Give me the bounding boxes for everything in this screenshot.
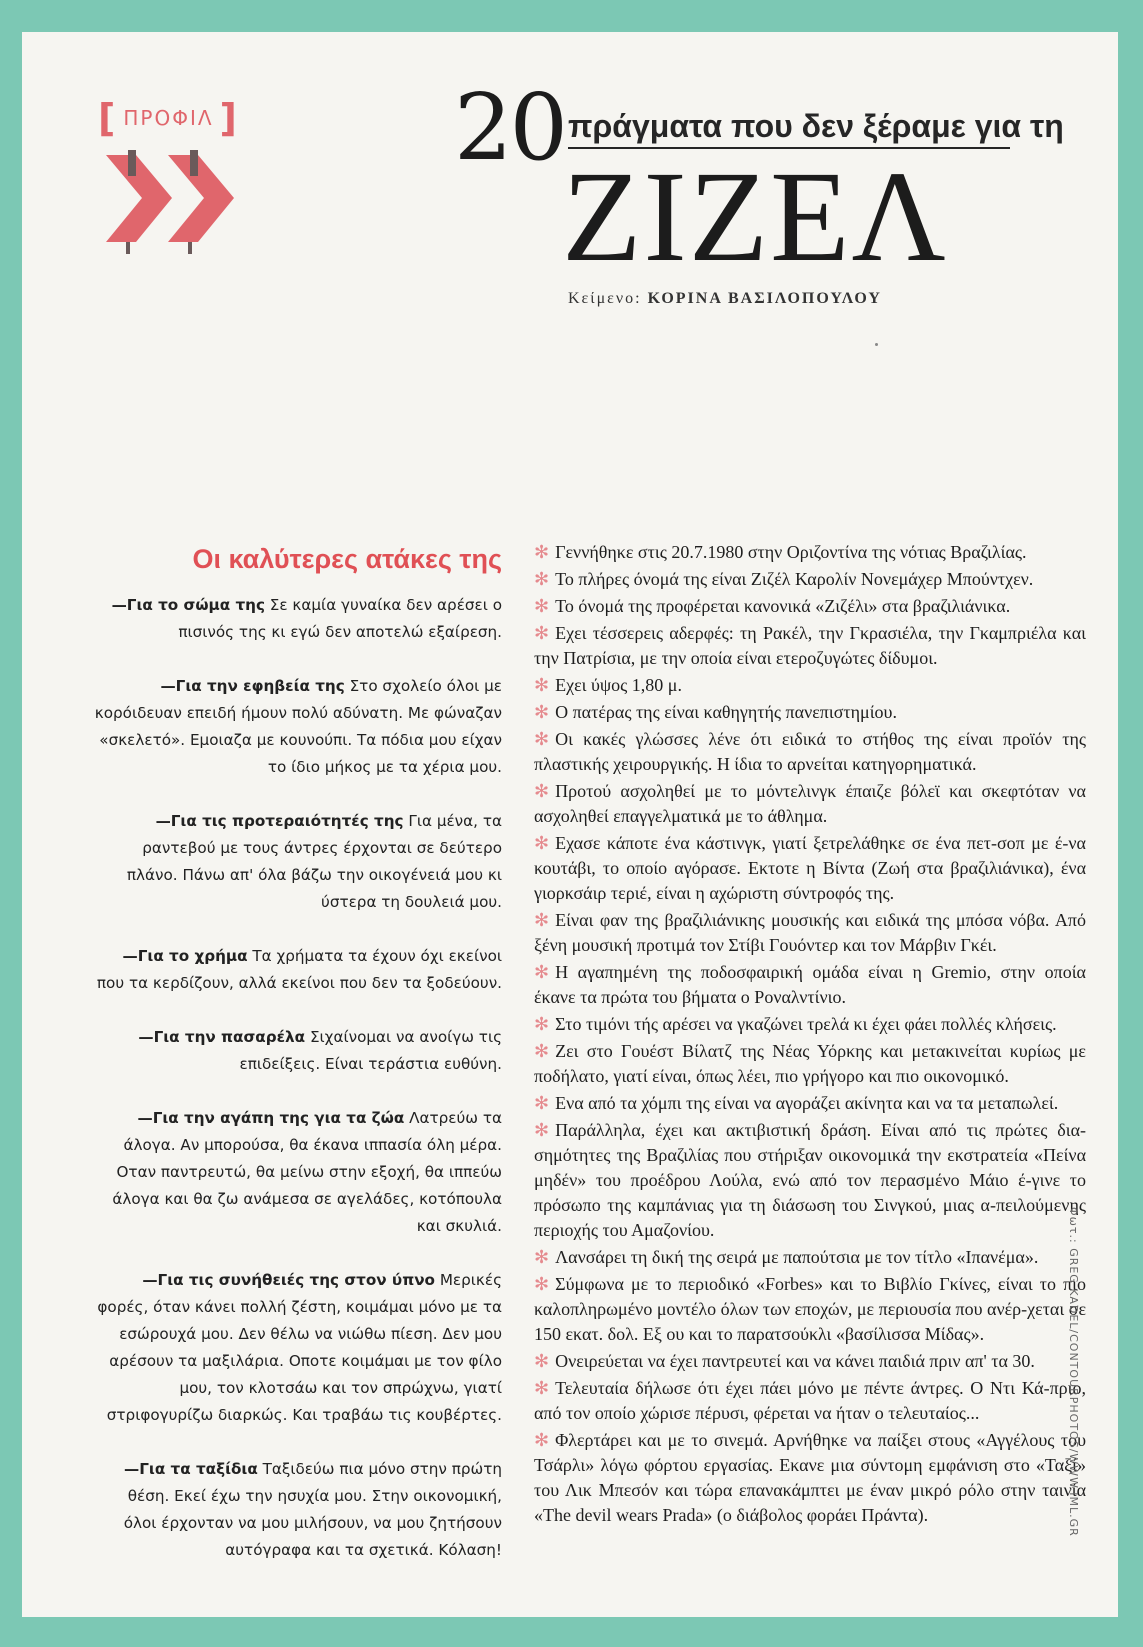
title-subheading: πράγματα που δεν ξέραμε για τη [568,108,1010,149]
quote-text: Σιχαίνομαι να ανοίγω τις επιδείξεις. Είναι τεράστια ευθύνη. [239,1028,502,1073]
quote-head: —Για την εφηβεία της [160,677,345,695]
fact-item [534,960,1086,1010]
quote-item [92,808,502,916]
byline [568,290,882,308]
quote-item [92,1105,502,1240]
quote-head: —Για την πασαρέλα [138,1028,306,1046]
fact-item [534,1118,1086,1243]
fact-item [534,567,1086,592]
quotes-heading: Οι καλύτερες ατάκες της [192,544,502,574]
fact-item [534,673,1086,698]
fact-text: Εχασε κάποτε ένα κάστινγκ, γιατί ξετρελάθηκε σε ένα πετ-σοπ με έ-να κουτάβι, το οποίο αγόρασε. Εκτοτε η Βίντα (Ζωή στα βραζιλιάνικα), ένα γιορκσάιρ τεριέ, είναι η αχώριστη σύντροφός της. [534,833,1086,903]
asterisk-bullet-icon: ✻ [534,1247,550,1267]
fact-text: Προτού ασχοληθεί με το μόντελινγκ έπαιζε βόλεϊ και σκεφτόταν να ασχοληθεί επαγγελματικά με το άθλημα. [534,781,1086,826]
quote-text: Για μένα, τα ραντεβού με τους άντρες έρχονται σε δεύτερο πλάνο. Πάνω απ' όλα βάζω την οικογένειά μου κι ύστερα τη δουλειά μου. [126,812,502,911]
double-arrow-icon [106,150,246,260]
fact-item [534,594,1086,619]
asterisk-bullet-icon: ✻ [534,1351,550,1371]
bracket-close: ] [219,96,239,140]
fact-item [534,1376,1086,1426]
section-label-text: ΠΡΟΦΙΛ [123,106,214,130]
asterisk-bullet-icon: ✻ [534,675,550,695]
asterisk-bullet-icon: ✻ [534,962,550,982]
fact-text: Ενα από τα χόμπι της είναι να αγοράζει ακίνητα και να τα μεταπωλεί. [555,1093,1059,1113]
fact-item [534,621,1086,671]
quote-head: —Για τις συνήθειές της στον ύπνο [142,1271,435,1289]
fact-text: Ο πατέρας της είναι καθηγητής πανεπιστημίου. [555,702,897,722]
photo-credit: Φωτ.: GREG KADEL/CONTOURPHOTOS/WWW.IML.GR [1067,1207,1080,1537]
fact-text: Φλερτάρει και με το σινεμά. Αρνήθηκε να παίξει στους «Αγγέλους του Τσάρλι» λόγω φόρτου εργασίας. Εκανε μια σύντομη εμφάνιση στο «Ταξί» του Λικ Μπεσόν και τώρα επανακάμπτει με έναν μικρό ρόλο στην ταινία «The devil wears Prada» (ο διάβολος φοράει Πράντα). [534,1430,1086,1525]
asterisk-bullet-icon: ✻ [534,1274,550,1294]
fact-item [534,1091,1086,1116]
quote-item [92,1267,502,1429]
asterisk-bullet-icon: ✻ [534,623,550,643]
fact-item [534,1349,1086,1374]
fact-text: Στο τιμόνι τής αρέσει να γκαζώνει τρελά κι έχει φάει πολλές κλήσεις. [555,1014,1057,1034]
fact-item [534,700,1086,725]
fact-item [534,727,1086,777]
fact-text: Εχει τέσσερεις αδερφές: τη Ρακέλ, την Γκρασιέλα, την Γκαμπριέλα και την Πατρίσια, με την οποία είναι ετεροζυγώτες δίδυμοι. [534,623,1086,668]
page-title: ΖΙΖΕΛ [562,145,948,289]
fact-text: Παράλληλα, έχει και ακτιβιστική δράση. Είναι από τις πρώτες δια-σημότητες της Βραζιλίας που στήριξαν οικονομικά την εκστρατεία «Πείνα μηδέν» του προέδρου Λούλα, ενώ από τον περασμένο Μάιο έ-γινε το πρόσωπο της καμπάνιας για τη διάσωση του Σινγκού, μιας α-πειλούμενης περιοχής του Αμαζονίου. [534,1120,1086,1240]
quote-head: —Για την αγάπη της για τα ζώα [137,1109,405,1127]
fact-item [534,1245,1086,1270]
quote-text: Στο σχολείο όλοι με κορόιδευαν επειδή ήμουν πολύ αδύνατη. Με φώναζαν «σκελετό». Εμοιαζα με κουνούπι. Τα πόδια μου είχαν το ίδιο μήκος με τα χέρια μου. [94,677,502,776]
fact-text: Το όνομά της προφέρεται κανονικά «Ζιζέλι» στα βραζιλιάνικα. [555,596,1011,616]
asterisk-bullet-icon: ✻ [534,781,550,801]
asterisk-bullet-icon: ✻ [534,1041,550,1061]
quote-head: —Για το χρήμα [122,947,248,965]
fact-text: Το πλήρες όνομά της είναι Ζιζέλ Καρολίν Νονεμάχερ Μπούντχεν. [555,569,1034,589]
quote-text: Μερικές φορές, όταν κάνει πολλή ζέστη, κοιμάμαι μόνο με τα εσώρουχά μου. Δεν θέλω να νιώθω πίεση. Δεν μου αρέσουν τα μαξιλάρια. Οποτε κοιμάμαι με τον φίλο μου, τον κλοτσάω και τον σπρώχνω, γιατί στριφογυρίζω διαρκώς. Και τραβάω τις κουβέρτες. [97,1271,502,1424]
byline-author: ΚΟΡΙΝΑ ΒΑΣΙΛΟΠΟΥΛΟΥ [647,290,882,307]
quote-text: Τα χρήματα τα έχουν όχι εκείνοι που τα κερδίζουν, αλλά εκείνοι που δεν τα ξοδεύουν. [96,947,502,992]
asterisk-bullet-icon: ✻ [534,1093,550,1113]
fact-text: Τελευταία δήλωσε ότι έχει πάει μόνο με πέντε άντρες. Ο Ντι Κά-πριο, από τον οποίο χώρισε πέρυσι, φέρεται να ήταν ο τελευταίος... [534,1378,1086,1423]
quote-head: —Για το σώμα της [111,596,265,614]
quote-item [92,1024,502,1078]
asterisk-bullet-icon: ✻ [534,729,550,749]
title-number: 20 [454,74,566,181]
dot-mark [875,343,878,346]
quote-item [92,1456,502,1564]
fact-item [534,540,1086,565]
fact-item [534,831,1086,906]
quote-head: —Για τα ταξίδια [124,1460,258,1478]
asterisk-bullet-icon: ✻ [534,1378,550,1398]
asterisk-bullet-icon: ✻ [534,702,550,722]
byline-label: Κείμενο: [568,290,642,307]
fact-item [534,908,1086,958]
facts-column [534,540,1086,1530]
profile-badge [92,88,262,278]
fact-text: Ζει στο Γουέστ Βίλατζ της Νέας Υόρκης και μετακινείται κυρίως με ποδήλατο, γιατί είναι, όπως λέει, πιο γρήγορο και πιο οικονομικό. [534,1041,1086,1086]
quote-text: Ταξιδεύω πια μόνο στην πρώτη θέση. Εκεί έχω την ησυχία μου. Στην οικονομική, όλοι έρχονταν να μου μιλήσουν, να μου ζητήσουν αυτόγραφα και τα σχετικά. Κόλαση! [123,1460,502,1559]
quote-text: Λατρεύω τα άλογα. Αν μπορούσα, θα έκανα ιππασία όλη μέρα. Οταν παντρευτώ, θα μείνω στην εξοχή, θα ιππεύω άλογα και θα ζω ανάμεσα σε αγελάδες, κοτόπουλα και σκυλιά. [112,1109,502,1235]
asterisk-bullet-icon: ✻ [534,1014,550,1034]
magazine-page [22,32,1118,1617]
fact-text: Σύμφωνα με το περιοδικό «Forbes» και το Βιβλίο Γκίνες, είναι το πιο καλοπληρωμένο μοντέλο όλων των εποχών, με περιουσία που ανέρ-χεται σε 150 εκατ. δολ. Εξ ου και το παρατσούκλι «βασίλισσα Μίδας». [534,1274,1086,1344]
quote-head: —Για τις προτεραιότητές της [155,812,404,830]
fact-item [534,1272,1086,1347]
quote-item [92,592,502,646]
quote-item [92,673,502,781]
quote-text: Σε καμία γυναίκα δεν αρέσει ο πισινός της κι εγώ δεν αποτελώ εξαίρεση. [178,596,502,641]
section-label [92,96,245,140]
quote-item [92,943,502,997]
bracket-open: [ [98,96,118,140]
fact-item [534,779,1086,829]
fact-text: Η αγαπημένη της ποδοσφαιρική ομάδα είναι η Gremio, στην οποία έκανε τα πρώτα του βήματα ο Ροναλντίνιο. [534,962,1086,1007]
fact-text: Ονειρεύεται να έχει παντρευτεί και να κάνει παιδιά πριν απ' τα 30. [555,1351,1035,1371]
asterisk-bullet-icon: ✻ [534,596,550,616]
asterisk-bullet-icon: ✻ [534,569,550,589]
asterisk-bullet-icon: ✻ [534,910,550,930]
quotes-column [92,542,502,1591]
asterisk-bullet-icon: ✻ [534,1430,550,1450]
fact-item [534,1428,1086,1528]
fact-item [534,1012,1086,1037]
asterisk-bullet-icon: ✻ [534,1120,550,1140]
fact-text: Λανσάρει τη δική της σειρά με παπούτσια με τον τίτλο «Ιπανέμα». [555,1247,1039,1267]
fact-text: Είναι φαν της βραζιλιάνικης μουσικής και ειδικά της μπόσα νόβα. Από ξένη μουσική προτιμά τον Στίβι Γουόντερ και τον Μάρβιν Γκέι. [534,910,1086,955]
asterisk-bullet-icon: ✻ [534,542,550,562]
fact-text: Γεννήθηκε στις 20.7.1980 στην Οριζοντίνα της νότιας Βραζιλίας. [555,542,1027,562]
fact-text: Οι κακές γλώσσες λένε ότι ειδικά το στήθος της είναι προϊόν της πλαστικής χειρουργικής. Η ίδια το αρνείται κατηγορηματικά. [534,729,1086,774]
asterisk-bullet-icon: ✻ [534,833,550,853]
fact-item [534,1039,1086,1089]
fact-text: Εχει ύψος 1,80 μ. [555,675,682,695]
